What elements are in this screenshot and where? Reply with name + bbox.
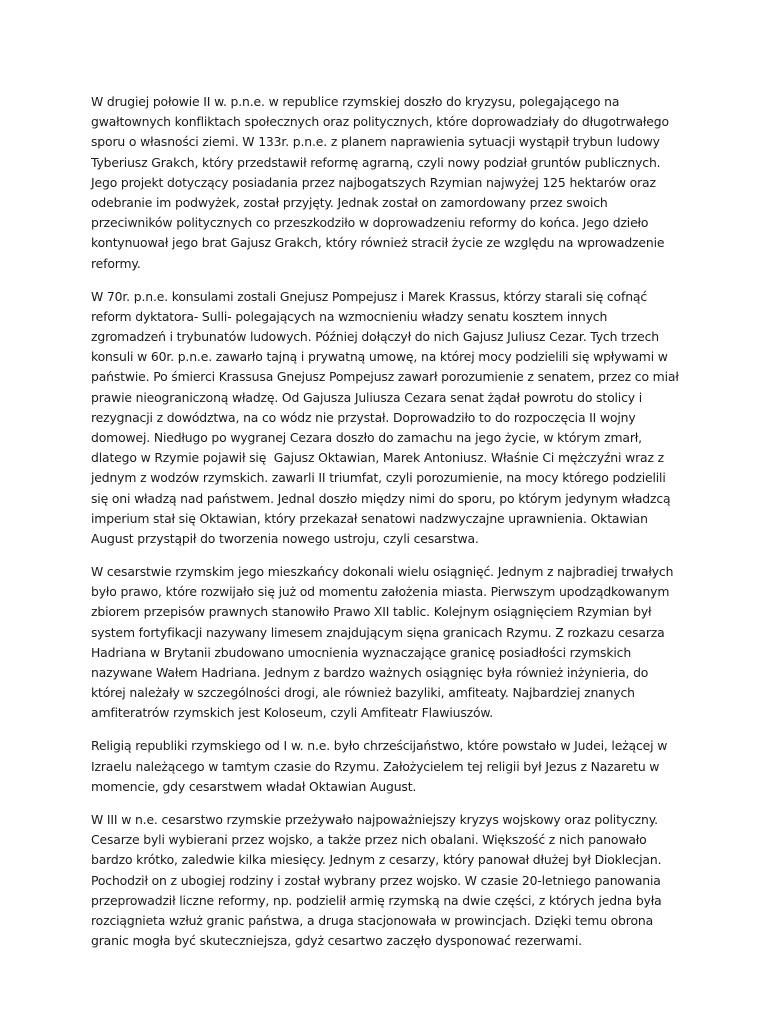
document-body xyxy=(91,92,681,964)
paragraph-triumvirate: W 70r. p.n.e. konsulami zostali Gnejusz Pompejusz i Marek Krassus, którzy starali się cofnąć reform dyktatora- Sulli- polegających na wzmocnieniu władzy senatu kosztem innych zgromadzeń i trybunatów ludowych. Później dołączył do nich Gajusz Juliusz Cezar. Tych trzech konsuli w 60r. p.n.e. zawarło tajną i prywatną umowę, na której mocy podzielili się wpływami w państwie. Po śmierci Krassusa Gnejusz Pompejusz zawarł porozumienie z senatem, przez co miał prawie nieograniczoną władzę. Od Gajusza Juliusza Cezara senat żądał powrotu do stolicy i rezygnacji z dowództwa, na co wódz nie przystał. Doprowadziło to do rozpoczęcia II wojny domowej. Niedługo po wygranej Cezara doszło do zamachu na jego życie, w którym zmarł, dlatego w Rzymie pojawił się Gajusz Oktawian, Marek Antoniusz. Właśnie Ci mężczyźni wraz z jednym z wodzów rzymskich. zawarli II triumfat, czyli porozumienie, na mocy którego podzielili się oni władzą nad państwem. Jednal doszło między nimi do sporu, po którym jedynym władzcą imperium stał się Oktawian, który przekazał senatowi nadzwyczajne uprawnienia. Oktawian August przystąpił do tworzenia nowego ustroju, czyli cesarstwa. xyxy=(91,288,683,547)
paragraph-religion: Religią republiki rzymskiego od I w. n.e. było chrześcijaństwo, które powstało w Judei, leżącej w Izraelu należącego w tamtym czasie do Rzymu. Założycielem tej religii był Jezus z Nazaretu w momencie, gdy cesarstwem władał Oktawian August. xyxy=(91,738,671,794)
paragraph-late-republic-crisis: W drugiej połowie II w. p.n.e. w republice rzymskiej doszło do kryzysu, polegającego na gwałtownych konfliktach społecznych oraz politycznych, które doprowadziały do długotrwałego sporu o własności ziemi. W 133r. p.n.e. z planem naprawienia sytuacji wystąpił trybun ludowy Tyberiusz Grakch, który przedstawił reformę agrarną, czyli nowy podział gruntów publicznych. Jego projekt dotyczący posiadania przez najbogatszych Rzymian najwyżej 125 hektarów oraz odebranie im podwyżek, został przyjęty. Jednak został on zamordowany przez swoich przeciwników politycznych co przeszkodziło w doprowadzeniu reformy do końca. Jego dzieło kontynuował jego brat Gajusz Grakch, który również stracił życie ze względu na wprowadzenie reformy. xyxy=(91,94,673,271)
paragraph-third-century-crisis: W III w n.e. cesarstwo rzymskie przeżywało najpoważniejszy kryzys wojskowy oraz polityczny. Cesarze byli wybierani przez wojsko, a także przez nich obalani. Większość z nich panowało bardzo krótko, zaledwie kilka miesięcy. Jednym z cesarzy, który panował dłużej był Dioklecjan. Pochodził on z ubogiej rodziny i został wybrany przez wojsko. W czasie 20-letniego panowania przeprowadził liczne reformy, np. podzielił armię rzymską na dwie części, z których jedna była rozciągnieta wzłuż granic państwa, a druga stacjonowała w prowincjach. Dzięki temu obrona granic mogła być skuteczniejsza, gdyż cesartwo zaczęło dysponować rezerwami. xyxy=(91,811,666,949)
paragraph-empire-achievements: W cesarstwie rzymskim jego mieszkańcy dokonali wielu osiągnięć. Jednym z najbradiej trwałych było prawo, które rozwijało się już od momentu założenia miasta. Pierwszym upodządkowanym zbiorem przepisów prawnych stanowiło Prawo XII tablic. Kolejnym osiągnięciem Rzymian był system fortyfikacji nazywany limesem znajdującym sięna granicach Rzymu. Z rozkazu cesarza Hadriana w Brytanii zbudowano umocnienia wyznaczające granicę posiadłości rzymskich nazywane Wałem Hadriana. Jednym z bardzo ważnych osiągnięc była również inżynieria, do której należały w szczególności drogi, ale również bazyliki, amfiteaty. Najbardziej znanych amfiteratrów rzymskich jest Koloseum, czyli Amfiteatr Flawiuszów. xyxy=(91,564,678,721)
